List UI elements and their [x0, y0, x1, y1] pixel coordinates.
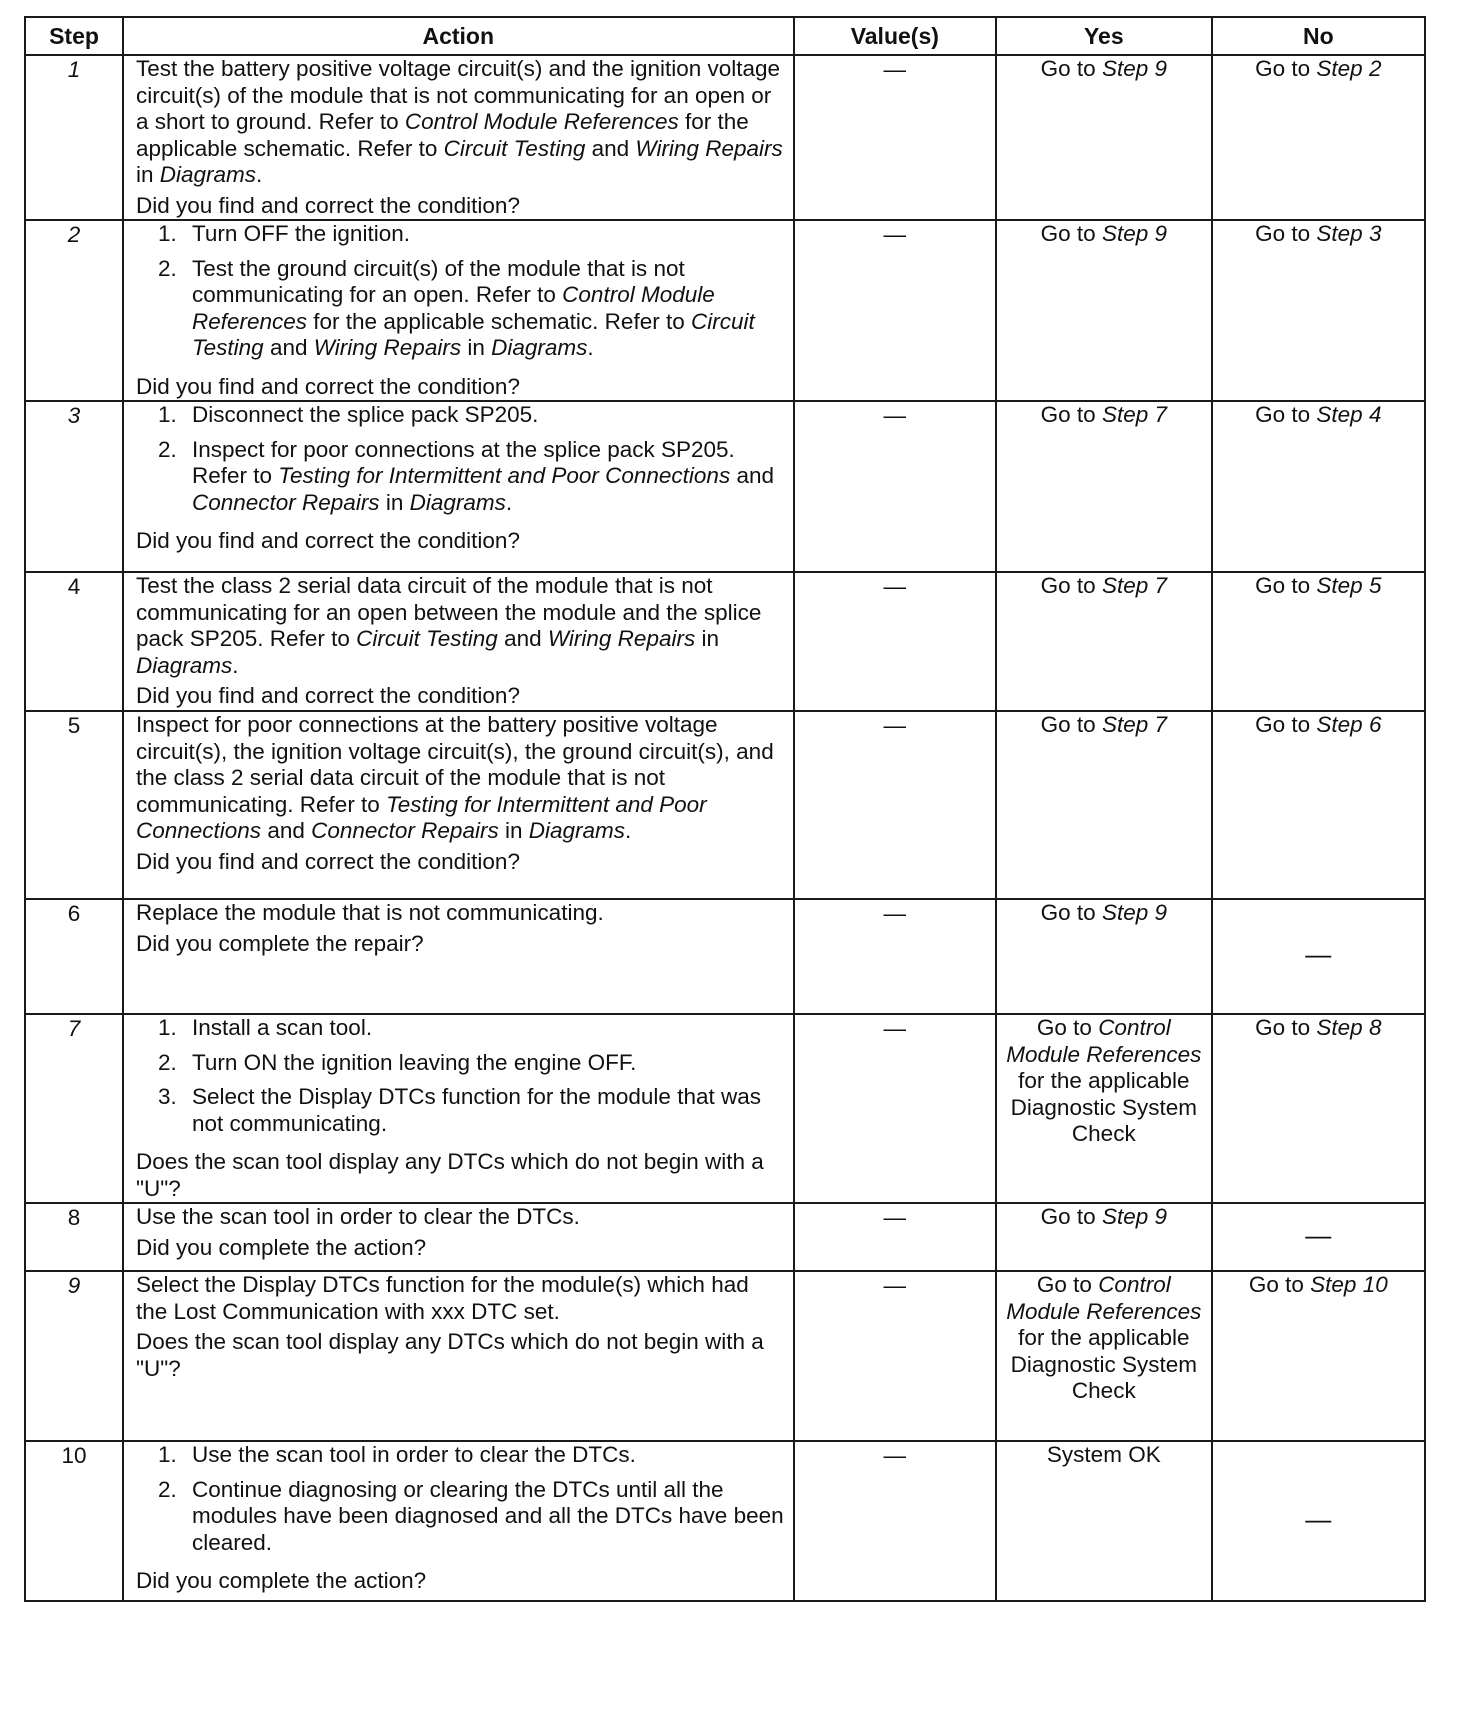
no-cell: Go to Step 3 [1212, 220, 1425, 401]
list-item: 2. Inspect for poor connections at the splice pack SP205. Refer to Testing for Intermittent and Poor Connections and Connector Repairs in Diagrams. [157, 436, 774, 515]
step-number: 1 [25, 55, 123, 220]
yes-cell: Go to Step 7 [996, 711, 1212, 899]
step-number: 6 [25, 899, 123, 1014]
table-row [25, 55, 1425, 220]
question-text: Did you find and correct the condition? [135, 683, 520, 708]
action-cell [123, 220, 794, 401]
question-text: Does the scan tool display any DTCs which do not begin with a "U"? [135, 1329, 764, 1381]
no-cell: Go to Step 6 [1212, 711, 1425, 899]
question-text: Did you complete the action? [135, 1234, 427, 1260]
table-row [25, 711, 1425, 899]
list-item: 1. Turn OFF the ignition. [157, 221, 410, 246]
step-number: 7 [25, 1014, 123, 1203]
list-item: 2. Test the ground circuit(s) of the module that is not communicating for an open. Refer to Control Module References for the applicable schematic. Refer to Circuit Testing and Wiring Repairs in Diagrams. [157, 255, 755, 360]
value-cell: — [794, 711, 996, 899]
action-text: Select the Display DTCs function for the module(s) which had the Lost Communication with xxx DTC set. [135, 1272, 749, 1324]
value-cell: — [794, 1271, 996, 1441]
value-cell: — [794, 1203, 996, 1271]
action-steps [136, 402, 785, 524]
action-cell [123, 572, 794, 711]
header-yes: Yes [996, 17, 1212, 55]
action-cell [123, 401, 794, 572]
yes-cell: Go to Step 9 [996, 1203, 1212, 1271]
action-text: Inspect for poor connections at the battery positive voltage circuit(s), the ignition voltage circuit(s), the ground circuit(s), and the class 2 serial data circuit of the module that is not communicating. Refer to Testing for Intermittent and Poor Connections and Connector Repairs in Diagrams. [135, 712, 774, 843]
value-cell: — [794, 1441, 996, 1601]
yes-cell: Go to Step 7 [996, 572, 1212, 711]
step-number: 9 [25, 1271, 123, 1441]
list-item: 1. Use the scan tool in order to clear the DTCs. [157, 1442, 636, 1467]
action-cell [123, 899, 794, 1014]
no-cell: — [1212, 899, 1425, 1014]
action-text: Replace the module that is not communicating. [135, 900, 604, 925]
no-cell: — [1212, 1203, 1425, 1271]
question-text: Did you complete the action? [135, 1568, 427, 1593]
action-steps [136, 1015, 785, 1145]
header-no: No [1212, 17, 1425, 55]
question-text: Does the scan tool display any DTCs which do not begin with a "U"? [135, 1149, 764, 1201]
list-item: 1. Install a scan tool. [157, 1015, 373, 1040]
yes-cell: Go to Control Module References for the applicable Diagnostic System Check [996, 1014, 1212, 1203]
action-steps [136, 1442, 785, 1564]
table-row [25, 899, 1425, 1014]
question-text: Did you find and correct the condition? [135, 373, 520, 399]
value-cell: — [794, 899, 996, 1014]
table-row [25, 572, 1425, 711]
action-cell [123, 1441, 794, 1601]
list-item: 2. Turn ON the ignition leaving the engine OFF. [157, 1049, 637, 1075]
no-cell: Go to Step 10 [1212, 1271, 1425, 1441]
yes-cell: Go to Control Module References for the applicable Diagnostic System Check [996, 1271, 1212, 1441]
no-cell: — [1212, 1441, 1425, 1601]
list-item: 2. Continue diagnosing or clearing the DTCs until all the modules have been diagnosed and all the DTCs have been cleared. [157, 1476, 784, 1555]
table-row [25, 401, 1425, 572]
action-cell [123, 1203, 794, 1271]
value-cell: — [794, 55, 996, 220]
no-cell: Go to Step 2 [1212, 55, 1425, 220]
step-number: 2 [25, 220, 123, 401]
step-number: 10 [25, 1441, 123, 1601]
action-text: Use the scan tool in order to clear the DTCs. [135, 1204, 580, 1229]
yes-cell: Go to Step 9 [996, 220, 1212, 401]
header-step: Step [25, 17, 123, 55]
no-cell: Go to Step 4 [1212, 401, 1425, 572]
list-item: 3. Select the Display DTCs function for the module that was not communicating. [157, 1084, 761, 1136]
question-text: Did you complete the repair? [135, 930, 424, 956]
header-values: Value(s) [794, 17, 996, 55]
action-text: Test the class 2 serial data circuit of the module that is not communicating for an open between the module and the splice pack SP205. Refer to Circuit Testing and Wiring Repairs in Diagrams. [135, 573, 762, 678]
action-steps [136, 221, 785, 370]
value-cell: — [794, 401, 996, 572]
table-row [25, 220, 1425, 401]
no-cell: Go to Step 8 [1212, 1014, 1425, 1203]
yes-cell: Go to Step 9 [996, 55, 1212, 220]
step-number: 5 [25, 711, 123, 899]
question-text: Did you find and correct the condition? [135, 848, 520, 874]
step-number: 8 [25, 1203, 123, 1271]
action-cell [123, 55, 794, 220]
diagnostic-table [24, 16, 1426, 1602]
value-cell: — [794, 1014, 996, 1203]
question-text: Did you find and correct the condition? [135, 528, 520, 553]
question-text: Did you find and correct the condition? [135, 192, 520, 218]
value-cell: — [794, 220, 996, 401]
action-cell [123, 711, 794, 899]
table-row [25, 1441, 1425, 1601]
no-cell: Go to Step 5 [1212, 572, 1425, 711]
action-cell [123, 1014, 794, 1203]
step-number: 4 [25, 572, 123, 711]
table-row [25, 1271, 1425, 1441]
action-text: Test the battery positive voltage circuit(s) and the ignition voltage circuit(s) of the module that is not communicating for an open or a short to ground. Refer to Control Module References for the applicable schematic. Refer to Circuit Testing and Wiring Repairs in Diagrams. [135, 56, 783, 187]
yes-cell: Go to Step 9 [996, 899, 1212, 1014]
action-cell [123, 1271, 794, 1441]
yes-cell: System OK [996, 1441, 1212, 1601]
table-row [25, 1203, 1425, 1271]
header-action: Action [123, 17, 794, 55]
yes-cell: Go to Step 7 [996, 401, 1212, 572]
step-number: 3 [25, 401, 123, 572]
value-cell: — [794, 572, 996, 711]
table-row [25, 1014, 1425, 1203]
list-item: 1. Disconnect the splice pack SP205. [157, 402, 539, 427]
table-header-row [25, 17, 1425, 55]
